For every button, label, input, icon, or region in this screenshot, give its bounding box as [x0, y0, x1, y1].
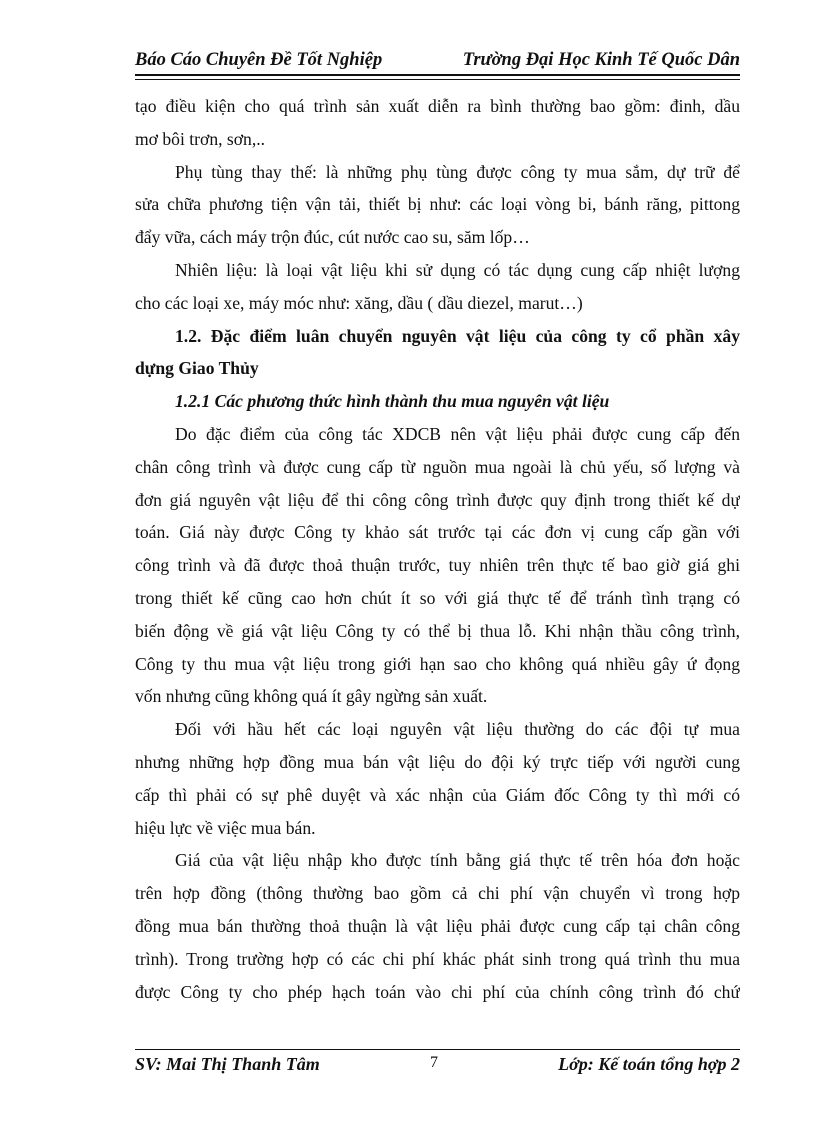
paragraph-line: Công ty thu mua vật liệu trong giới hạn sao cho không quá nhiều gây ứ đọng	[135, 653, 740, 674]
section-heading: dựng Giao Thủy	[135, 358, 259, 379]
page-footer	[135, 1054, 740, 1076]
footer-class-name: Lớp: Kế toán tổng hợp 2	[558, 1054, 740, 1074]
paragraph-line: cấp thì phải có sự phê duyệt và xác nhận của Giám đốc Công ty thì mới có	[135, 784, 740, 805]
paragraph-line: Giá của vật liệu nhập kho được tính bằng giá thực tế trên hóa đơn hoặc	[175, 850, 740, 871]
paragraph-line: tạo điều kiện cho quá trình sản xuất diễn ra bình thường bao gồm: đinh, dầu	[135, 96, 740, 116]
paragraph-line: cho các loại xe, máy móc như: xăng, dầu ( dầu diezel, marut…)	[135, 292, 583, 313]
paragraph-line: Nhiên liệu: là loại vật liệu khi sử dụng có tác dụng cung cấp nhiệt lượng	[175, 259, 740, 280]
paragraph-line: trình). Trong trường hợp có các chi phí khác phát sinh trong quá trình thu mua	[135, 948, 740, 969]
footer-divider	[135, 1049, 740, 1050]
paragraph-line: hiệu lực về việc mua bán.	[135, 817, 316, 838]
paragraph-line: đẩy vữa, cách máy trộn đúc, cút nước cao su, săm lốp…	[135, 227, 530, 248]
paragraph-line: Đối với hầu hết các loại nguyên vật liệu thường do các đội tự mua	[175, 719, 740, 740]
section-heading: 1.2. Đặc điểm luân chuyển nguyên vật liệu của công ty cổ phần xây	[175, 325, 740, 346]
paragraph-line: sửa chữa phương tiện vận tải, thiết bị như: các loại vòng bi, bánh răng, pittong	[135, 194, 740, 215]
paragraph-line: biến động về giá vật liệu Công ty có thể bị thua lỗ. Khi nhận thầu công trình,	[135, 620, 740, 641]
subsection-heading: 1.2.1 Các phương thức hình thành thu mua nguyên vật liệu	[175, 391, 610, 412]
paragraph-line: được Công ty cho phép hạch toán vào chi phí của chính công trình đó chứ	[135, 981, 740, 1002]
paragraph-line: đơn giá nguyên vật liệu để thi công công trình được quy định trong thiết kế dự	[135, 489, 740, 510]
document-body	[135, 90, 740, 1008]
page-number: 7	[430, 1054, 438, 1071]
paragraph-line: Phụ tùng thay thế: là những phụ tùng được công ty mua sắm, dự trữ để	[175, 161, 740, 182]
footer-student-name: SV: Mai Thị Thanh Tâm	[135, 1054, 320, 1074]
paragraph-line: vốn nhưng cũng không quá ít gây ngừng sản xuất.	[135, 686, 488, 707]
page-header	[135, 50, 740, 72]
header-university-name: Trường Đại Học Kinh Tế Quốc Dân	[462, 50, 740, 70]
paragraph-line: công trình và đã được thoả thuận trước, tuy nhiên trên thực tế bao giờ giá ghi	[135, 555, 740, 576]
paragraph-line: toán. Giá này được Công ty khảo sát trước tại các đơn vị cung cấp gần với	[135, 522, 740, 543]
paragraph-line: đồng mua bán thường thoả thuận là vật liệu phải được cung cấp tại chân công	[135, 915, 740, 936]
paragraph-line: trong thiết kế cũng cao hơn chút ít so với giá thực tế để tránh tình trạng có	[135, 587, 740, 608]
header-report-title: Báo Cáo Chuyên Đề Tốt Nghiệp	[135, 50, 383, 70]
paragraph-line: nhưng những hợp đồng mua bán vật liệu do đội ký trực tiếp với người cung	[135, 751, 740, 772]
paragraph-line: chân công trình và được cung cấp từ nguồn mua ngoài là chủ yếu, số lượng và	[135, 456, 740, 477]
paragraph-line: trên hợp đồng (thông thường bao gồm cả chi phí vận chuyển vì trong hợp	[135, 883, 740, 904]
paragraph-line: Do đặc điểm của công tác XDCB nên vật liệu phải được cung cấp đến	[175, 423, 740, 444]
header-divider	[135, 74, 740, 80]
paragraph-line: mơ bôi trơn, sơn,..	[135, 128, 266, 149]
